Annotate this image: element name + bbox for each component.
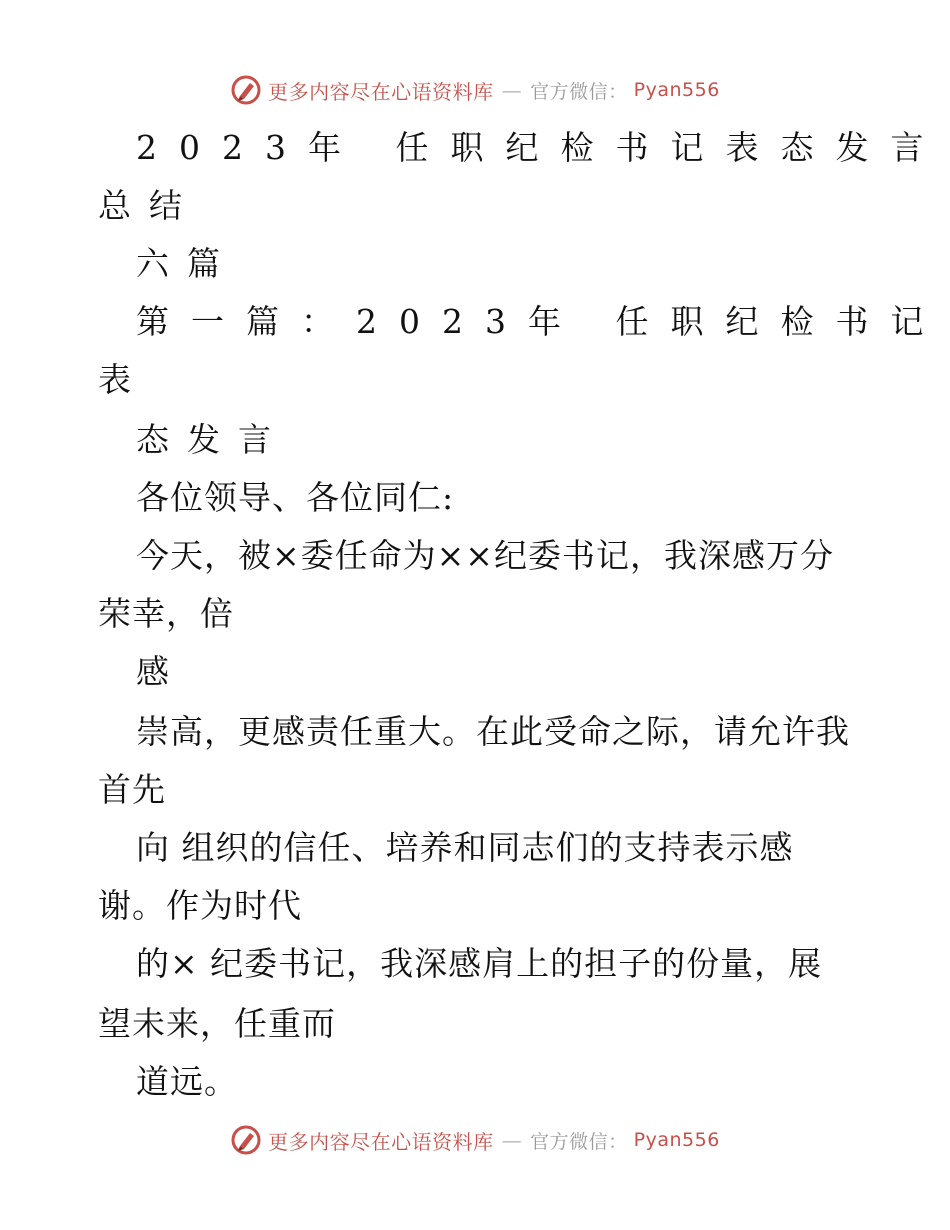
watermark-site-text: 更多内容尽在心语资料库 bbox=[268, 1129, 494, 1154]
watermark-official-label: 官方微信： bbox=[530, 80, 628, 103]
watermark-wechat-id: Pyan556 bbox=[633, 79, 720, 101]
watermark-dash: — bbox=[501, 1128, 523, 1152]
paragraph-line: 崇高，更感责任重大。在此受命之际，请允许我 bbox=[136, 712, 850, 751]
title-line-1: 2023年 任职纪检书记表态发言 bbox=[136, 128, 946, 167]
pen-logo-icon bbox=[230, 74, 262, 106]
paragraph-line: 首先 bbox=[98, 770, 166, 809]
paragraph-line: 望未来，任重而 bbox=[98, 1004, 336, 1043]
watermark-dash: — bbox=[501, 78, 523, 102]
salutation-line: 各位领导、各位同仁: bbox=[136, 478, 455, 517]
section-title-line-2: 表 bbox=[98, 360, 149, 399]
watermark-wechat-id: Pyan556 bbox=[633, 1129, 720, 1151]
watermark-header bbox=[0, 70, 950, 110]
section-title-line-3: 态发言 bbox=[136, 420, 289, 459]
paragraph-line: 道远。 bbox=[136, 1062, 238, 1101]
watermark-site-text: 更多内容尽在心语资料库 bbox=[268, 79, 494, 104]
paragraph-line: 向 组织的信任、培养和同志们的支持表示感 bbox=[136, 828, 794, 867]
title-line-2: 总结 bbox=[98, 186, 200, 225]
watermark-official-label: 官方微信： bbox=[530, 1130, 628, 1153]
section-title-line-1: 第一篇：2023年 任职纪检书记 bbox=[136, 302, 946, 341]
subtitle-line: 六篇 bbox=[136, 244, 238, 283]
paragraph-line: 今天，被×委任命为××纪委书记，我深感万分 bbox=[136, 536, 834, 575]
paragraph-line: 谢。作为时代 bbox=[98, 886, 302, 925]
pen-logo-icon bbox=[230, 1124, 262, 1156]
paragraph-line: 的× 纪委书记，我深感肩上的担子的份量，展 bbox=[136, 944, 823, 983]
paragraph-line: 感 bbox=[136, 652, 170, 691]
watermark-footer bbox=[0, 1120, 950, 1160]
paragraph-line: 荣幸，倍 bbox=[98, 594, 234, 633]
